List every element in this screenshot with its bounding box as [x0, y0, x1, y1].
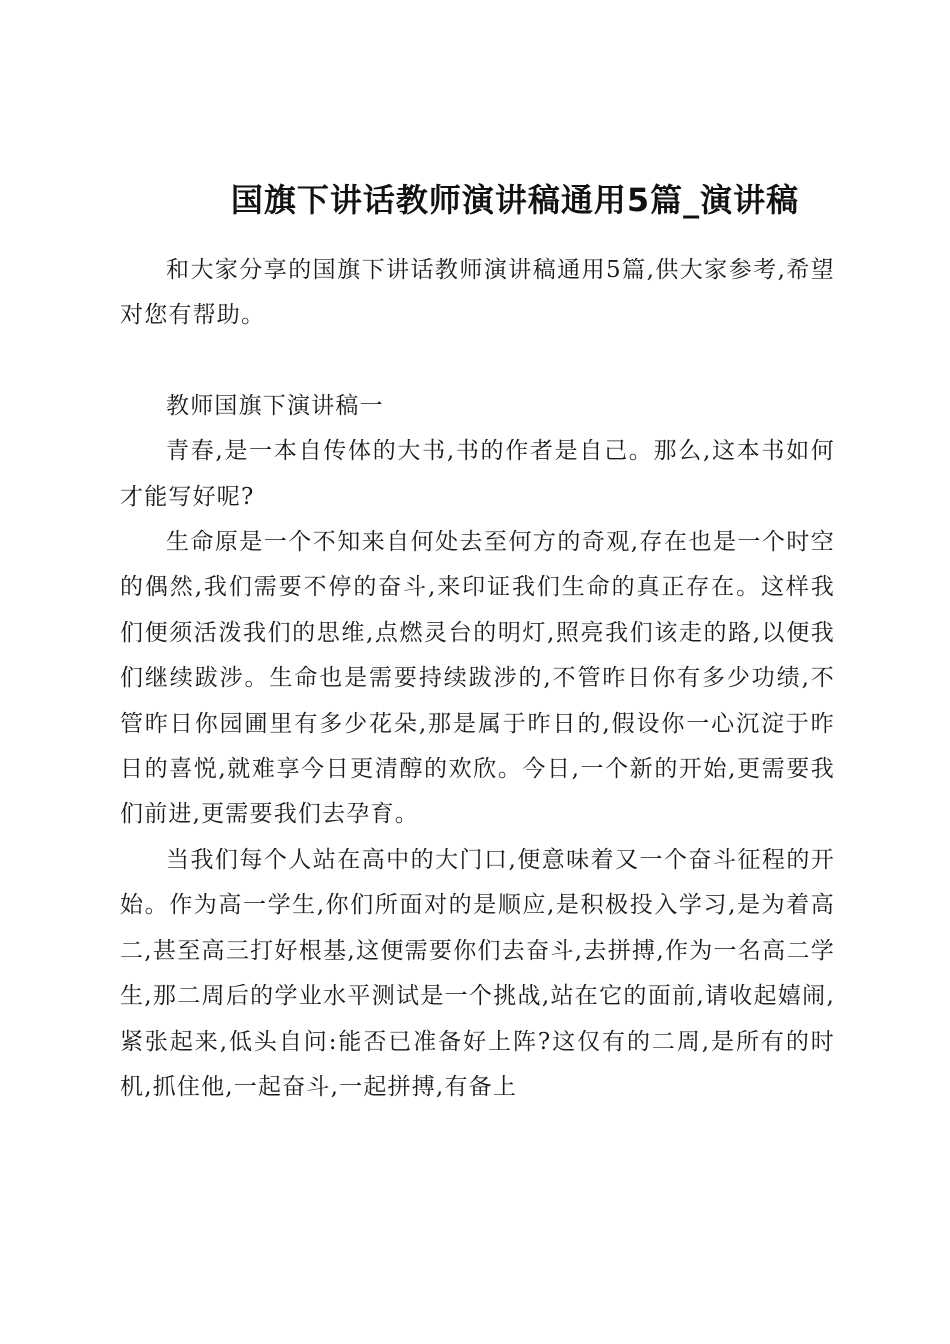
body-paragraph-2: 生命原是一个不知来自何处去至何方的奇观,存在也是一个时空的偶然,我们需要不停的奋斗,来印证我们生命的真正存在。这样我们便须活泼我们的思维,点燃灵台的明灯,照亮我们该走的路,以便我们继续跋涉。生命也是需要持续跋涉的,不管昨日你有多少功绩,不管昨日你园圃里有多少花朵,那是属于昨日的,假设你一心沉淀于昨日的喜悦,就难享今日更清醇的欢欣。今日,一个新的开始,更需要我们前进,更需要我们去孕育。 — [120, 529, 835, 828]
intro-paragraph: 和大家分享的国旗下讲话教师演讲稿通用5篇,供大家参考,希望对您有帮助。 — [120, 257, 835, 329]
paragraph-spacer — [120, 339, 835, 384]
document-body — [120, 248, 835, 1110]
body-paragraph-1: 青春,是一本自传体的大书,书的作者是自己。那么,这本书如何才能写好呢? — [120, 438, 835, 510]
body-paragraph-3: 当我们每个人站在高中的大门口,便意味着又一个奋斗征程的开始。作为高一学生,你们所面对的是顺应,是积极投入学习,是为着高二,甚至高三打好根基,这便需要你们去奋斗,去拼搏,作为一名高二学生,那二周后的学业水平测试是一个挑战,站在它的面前,请收起嬉闹,紧张起来,低头自问:能否已准备好上阵?这仅有的二周,是所有的时机,抓住他,一起奋斗,一起拼搏,有备上 — [120, 846, 835, 1100]
section-heading: 教师国旗下演讲稿一 — [166, 392, 384, 419]
document-title: 国旗下讲话教师演讲稿通用5篇_演讲稿 — [230, 181, 800, 219]
